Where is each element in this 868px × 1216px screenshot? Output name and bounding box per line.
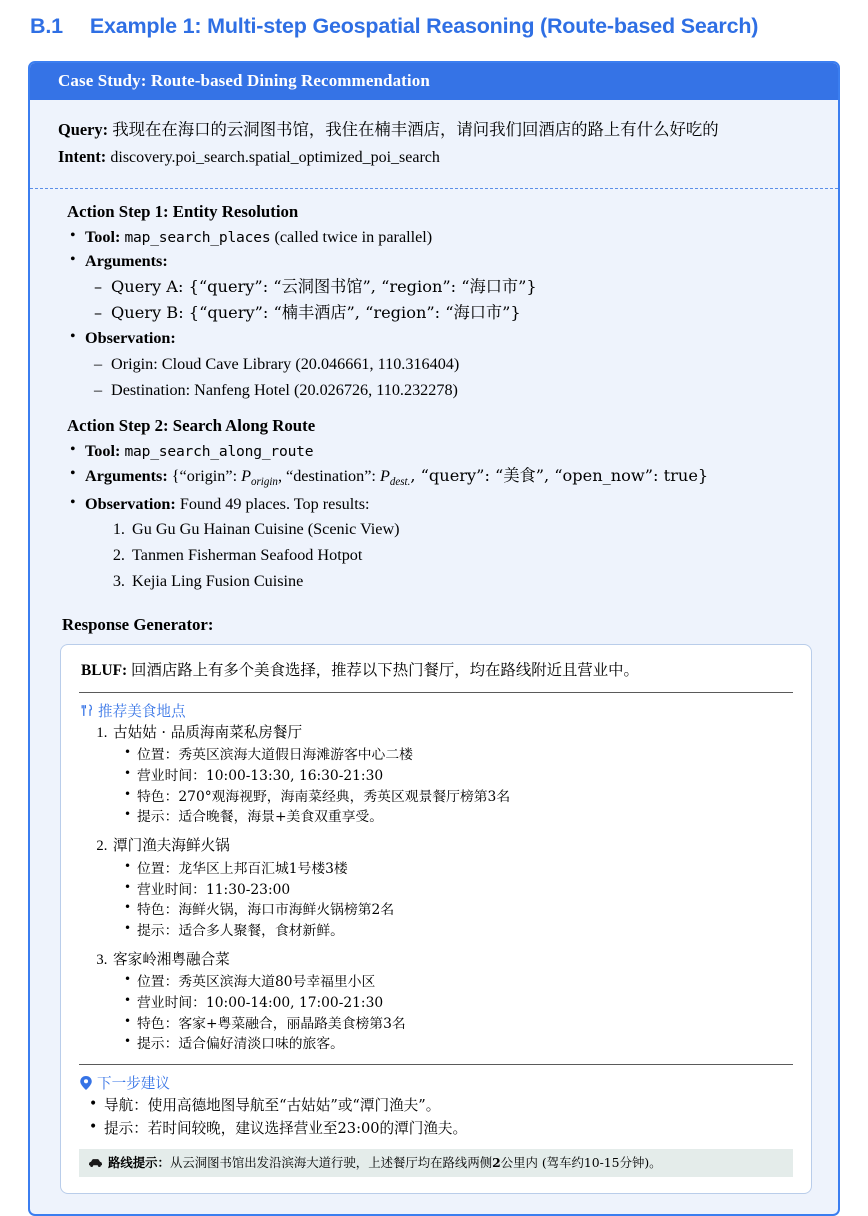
- restaurant-tip: • 提示：适合多人聚餐，食材新鲜。: [137, 921, 795, 941]
- route-tip-text-c: 公里内 (驾车约10-15分钟)。: [500, 1155, 662, 1171]
- restaurant-features: • 特色：海鲜火锅，海口市海鲜火锅榜第2名: [137, 900, 795, 920]
- step1-observation-list: [85, 353, 810, 401]
- step2-args-suffix: , “query”: “美食”, “open_now”: true}: [410, 466, 709, 486]
- step2-args-prefix: {“origin”:: [171, 467, 242, 486]
- restaurant-name: 潭门渔夫海鲜火锅: [113, 837, 230, 855]
- bluf-divider: [79, 692, 793, 693]
- step2-arguments-item: [85, 464, 810, 491]
- step2-origin-symbol: P: [241, 467, 252, 486]
- step2-list: [60, 440, 810, 594]
- list-item: [111, 723, 795, 827]
- restaurant-name: 客家岭湘粤融合菜: [113, 950, 230, 968]
- step2-arguments-label: Arguments:: [85, 467, 168, 486]
- restaurant-list: [77, 723, 795, 1054]
- step1-tool-item: [85, 226, 810, 249]
- step1-observation-item: [85, 327, 810, 401]
- step1-arguments-list: [85, 276, 810, 324]
- intent-value: discovery.poi_search.spatial_optimized_poi_search: [110, 148, 440, 166]
- step2-result-3: 3. Kejia Ling Fusion Cuisine: [129, 570, 810, 594]
- action-steps: [30, 189, 838, 601]
- utensils-icon: [80, 704, 93, 717]
- restaurant-features: • 特色：270°观海视野，海南菜经典，秀英区观景餐厅榜第3名: [137, 787, 795, 807]
- route-tip-label: 路线提示：: [108, 1155, 170, 1171]
- case-study-body: [30, 100, 838, 1194]
- step2-result-2: 2. Tanmen Fisherman Seafood Hotpot: [129, 544, 810, 568]
- restaurant-location: • 位置：龙华区上邦百汇城1号楼3楼: [137, 859, 795, 879]
- bluf-label: BLUF:: [81, 661, 128, 679]
- step1-observation-label: Observation:: [85, 329, 176, 348]
- step1-tool-name: map_search_places: [124, 228, 271, 246]
- restaurant-attributes: [111, 972, 795, 1054]
- next-step-tip: • 提示：若时间较晚，建议选择营业至23:00的潭门渔夫。: [104, 1118, 795, 1140]
- step2-dest-symbol: P: [379, 467, 390, 486]
- case-study-box: [28, 61, 840, 1216]
- intent-label: Intent:: [58, 146, 107, 166]
- restaurant-tip: • 提示：适合偏好清淡口味的旅客。: [137, 1034, 795, 1054]
- step2-dest-subscript: dest.: [389, 476, 411, 489]
- step2-result-1: 1. Gu Gu Gu Hainan Cuisine (Scenic View): [129, 518, 810, 542]
- step2-args-mid: , “destination”:: [277, 467, 380, 486]
- car-icon: [88, 1158, 103, 1168]
- restaurant-hours: • 营业时间：10:00-13:30, 16:30-21:30: [137, 766, 795, 786]
- step2-tool-name: map_search_along_route: [124, 442, 314, 460]
- step1-arguments-item: [85, 250, 810, 324]
- query-label: Query:: [58, 120, 109, 139]
- step1-arg-b: – Query B: {“query”: “楠丰酒店”, “region”: “海口市”}: [111, 302, 810, 325]
- step1-tool-label: Tool:: [85, 227, 121, 246]
- query-text: 我现在在海口的云洞图书馆，我住在楠丰酒店，请问我们回酒店的路上有什么好吃的: [112, 120, 719, 139]
- map-pin-icon: [80, 1076, 92, 1090]
- step2-observation-item: [85, 493, 810, 594]
- query-line: [58, 118, 810, 143]
- next-steps-heading: [80, 1072, 795, 1093]
- step1-obs-destination: – Destination: Nanfeng Hotel (20.026726, 110.232278): [111, 379, 810, 402]
- step1-list: [60, 226, 810, 402]
- next-steps-divider: [79, 1064, 793, 1065]
- case-study-title: Case Study: Route-based Dining Recommendation: [30, 63, 838, 100]
- response-card: [60, 644, 812, 1195]
- restaurant-attributes: [111, 745, 795, 827]
- section-heading: [30, 14, 840, 39]
- route-tip-bar: [79, 1149, 793, 1177]
- restaurant-tip: • 提示：适合晚餐，海景+美食双重享受。: [137, 807, 795, 827]
- restaurant-features: • 特色：客家+粤菜融合，丽晶路美食榜第3名: [137, 1014, 795, 1034]
- route-tip-distance: 2: [492, 1155, 501, 1171]
- step1-arg-a: – Query A: {“query”: “云洞图书馆”, “region”: “海口市”}: [111, 276, 810, 299]
- next-steps-list: [77, 1095, 795, 1140]
- step1-tool-note: (called twice in parallel): [274, 227, 433, 246]
- step2-results-list: [85, 518, 810, 594]
- next-steps-title: 下一步建议: [97, 1075, 170, 1093]
- next-step-navigation: • 导航：使用高德地图导航至“古姑姑”或“潭门渔夫”。: [104, 1095, 795, 1117]
- restaurant-name: 古姑姑 · 品质海南菜私房餐厅: [113, 723, 303, 741]
- step2-tool-label: Tool:: [85, 441, 121, 460]
- restaurant-location: • 位置：秀英区滨海大道80号幸福里小区: [137, 972, 795, 992]
- query-block: [30, 100, 838, 188]
- restaurant-attributes: [111, 859, 795, 941]
- food-section-title: 推荐美食地点: [98, 702, 186, 720]
- route-tip-text-a: 从云洞图书馆出发沿滨海大道行驶，上述餐厅均在路线两侧: [169, 1155, 493, 1171]
- section-title: Example 1: Multi-step Geospatial Reasoning (Route-based Search): [89, 14, 759, 38]
- step1-arguments-label: Arguments:: [85, 252, 168, 271]
- section-number: B.1: [30, 14, 63, 38]
- food-section-heading: [80, 700, 795, 721]
- step1-title: Action Step 1: Entity Resolution: [67, 201, 299, 221]
- restaurant-hours: • 营业时间：10:00-14:00, 17:00-21:30: [137, 993, 795, 1013]
- step2-title: Action Step 2: Search Along Route: [67, 415, 316, 435]
- restaurant-location: • 位置：秀英区滨海大道假日海滩游客中心二楼: [137, 745, 795, 765]
- response-generator-label: Response Generator:: [62, 614, 214, 634]
- intent-line: [58, 145, 810, 170]
- list-item: [111, 950, 795, 1054]
- step1-obs-origin: – Origin: Cloud Cave Library (20.046661, 110.316404): [111, 353, 810, 376]
- route-tip-text: [108, 1155, 662, 1171]
- step2-observation-text: Found 49 places. Top results:: [179, 494, 370, 513]
- step2-observation-label: Observation:: [85, 494, 176, 513]
- bluf-line: [81, 659, 795, 682]
- bluf-text: 回酒店路上有多个美食选择，推荐以下热门餐厅，均在路线附近且营业中。: [131, 660, 639, 679]
- restaurant-hours: • 营业时间：11:30-23:00: [137, 880, 795, 900]
- list-item: [111, 836, 795, 940]
- step2-origin-subscript: origin: [251, 476, 278, 489]
- step2-tool-item: [85, 440, 810, 463]
